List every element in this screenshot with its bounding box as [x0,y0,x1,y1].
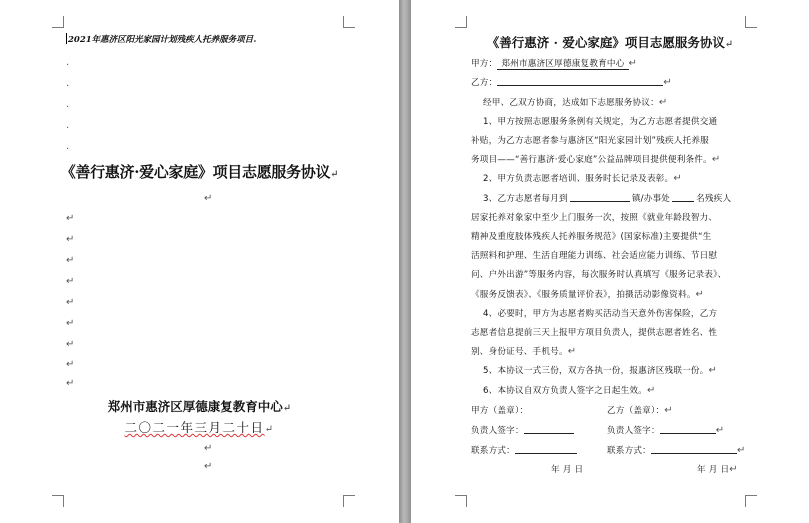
crop-mark [455,495,467,507]
crop-mark [745,495,757,507]
clause-1-line-3[interactable]: 务项目——“善行惠济·爱心家庭”公益品牌项目提供便利条件。↵ [471,154,721,165]
party-b-contact-blank[interactable] [651,444,737,454]
paragraph-mark: ↵ [66,297,75,308]
party-b-blank[interactable] [497,76,663,86]
count-blank[interactable] [672,192,694,202]
crop-mark [52,495,64,507]
clause-3-line-3[interactable]: 精神及重度肢体残疾人托养服务规范》(国家标准)主要提供“生 [471,232,712,242]
party-a-value[interactable]: 郑州市惠济区厚德康复教育中心 [497,59,628,70]
crop-mark [455,16,467,28]
agreement-title[interactable]: 《善行惠济 · 爱心家庭》项目志愿服务协议↵ [486,35,734,50]
clause-5[interactable]: 5、本协议一式三份，双方各执一份，报惠济区残联一份。↵ [483,365,718,376]
empty-paragraph: . [66,120,70,131]
party-b-seal-label[interactable]: 乙方（盖章）：↵ [607,405,673,416]
empty-paragraph: . [66,57,70,68]
document-page-2[interactable] [411,0,809,523]
party-a-signature-blank[interactable] [524,424,574,434]
page-header[interactable]: 2021年惠济区阳光家园计划残疾人托养服务项目. [68,34,257,45]
clause-3-line-6[interactable]: 《服务反馈表》、《服务质量评价表》，拍摄活动影像资料。↵ [471,289,705,300]
crop-mark [745,16,757,28]
paragraph-mark: ↵ [66,213,75,224]
paragraph-mark: ↵ [66,255,75,266]
clause-4-line-2[interactable]: 志愿者信息提前三天上报甲方项目负责人，提供志愿者姓名、性 [471,328,718,338]
crop-mark [343,16,355,28]
party-b-date[interactable]: 年 月 日↵ [697,464,738,475]
text-cursor [66,33,67,44]
party-a-contact-line[interactable]: 联系方式： [471,444,577,456]
intro-text[interactable]: 经甲、乙双方协商，达成如下志愿服务协议：↵ [483,97,668,108]
paragraph-mark: ↵ [66,234,75,245]
party-a-contact-blank[interactable] [515,444,577,454]
crop-mark [343,495,355,507]
party-b-line[interactable]: 乙方： ↵ [471,77,672,88]
empty-paragraph: . [66,99,70,110]
empty-paragraph: . [66,141,70,152]
paragraph-mark: ↵ [204,461,213,472]
document-title[interactable]: 《善行惠济·爱心家庭》项目志愿服务协议↵ [60,163,339,181]
clause-3-line-1[interactable]: 3、乙方志愿者每月到 镇/办事处 名残疾人 [483,194,732,204]
party-b-contact-line[interactable]: 联系方式： ↵ [607,445,746,456]
party-a-seal-label[interactable]: 甲方（盖章）： [471,406,529,416]
clause-1-line-2[interactable]: 补贴，为乙方志愿者参与惠济区“阳光家园计划”残疾人托养服 [471,136,709,146]
paragraph-mark: ↵ [204,443,213,454]
paragraph-mark: ↵ [66,359,75,370]
paragraph-mark: ↵ [66,339,75,350]
clause-6[interactable]: 6、本协议自双方负责人签字之日起生效。↵ [483,385,656,396]
organization-name[interactable]: 郑州市惠济区厚德康复教育中心↵ [107,399,292,414]
party-b-signature-blank[interactable] [660,424,716,434]
clause-3-line-4[interactable]: 活照料和护理、生活自理能力训练、社会适应能力训练、节日慰 [471,251,718,261]
crop-mark [52,16,64,28]
township-blank[interactable] [570,192,630,202]
party-b-signature-line[interactable]: 负责人签字： ↵ [607,425,725,436]
clause-4-line-1[interactable]: 4、必要时，甲方为志愿者购买活动当天意外伤害保险，乙方 [483,309,718,319]
paragraph-mark: ↵ [66,318,75,329]
document-date[interactable]: 二〇二一年三月二十日↵ [124,420,275,435]
document-page-1[interactable] [0,0,399,523]
party-a-signature-line[interactable]: 负责人签字： [471,424,574,436]
page-gutter [399,0,411,523]
clause-2[interactable]: 2、甲方负责志愿者培训、服务时长记录及表彰。↵ [483,173,682,184]
paragraph-mark: ↵ [204,193,213,204]
party-a-line[interactable]: 甲方： 郑州市惠济区厚德康复教育中心 ↵ [471,58,638,69]
clause-1-line-1[interactable]: 1、甲方按照志愿服务条例有关规定，为乙方志愿者提供交通 [483,117,718,127]
empty-paragraph: . [66,78,70,89]
clause-4-line-3[interactable]: 别、身份证号、手机号。↵ [471,346,577,357]
clause-3-line-5[interactable]: 问、户外出游”等服务内容，每次服务时认真填写《服务记录表》、 [471,270,727,280]
clause-3-line-2[interactable]: 居家托养对象家中至少上门服务一次，按照《就业年龄段智力、 [471,213,718,223]
paragraph-mark: ↵ [66,378,75,389]
paragraph-mark: ↵ [66,276,75,287]
party-a-date[interactable]: 年 月 日 [551,465,584,475]
